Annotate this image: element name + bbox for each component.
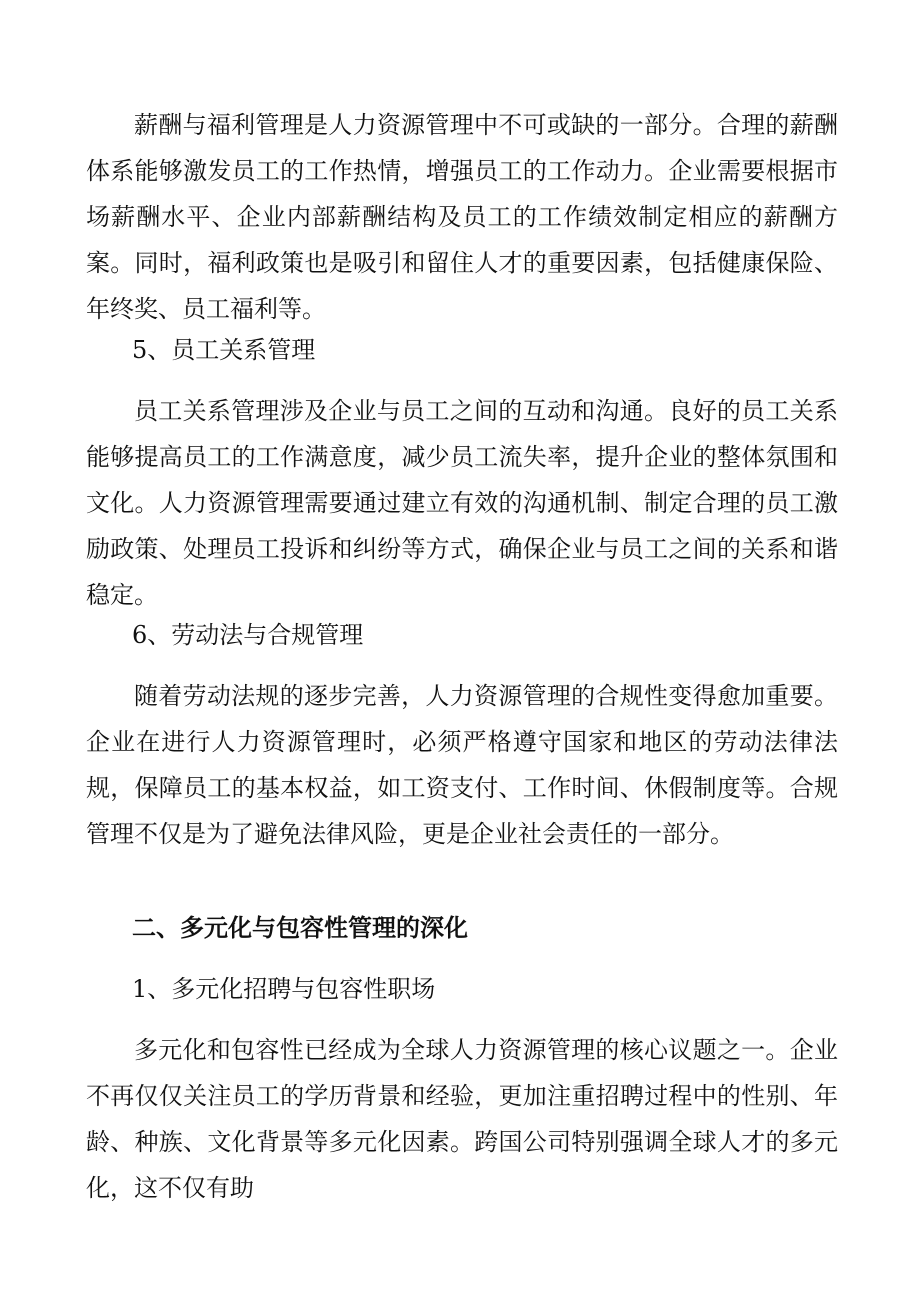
paragraph-employee-relations: 员工关系管理涉及企业与员工之间的互动和沟通。良好的员工关系能够提高员工的工作满意度，减少员工流失率，提升企业的整体氛围和文化。人力资源管理需要通过建立有效的沟通机制、制定合理的员工激励政策、处理员工投诉和纠纷等方式，确保企业与员工之间的关系和谐稳定。 (86, 397, 838, 609)
section-title-diversity: 二、多元化与包容性管理的深化 (132, 913, 468, 942)
heading-labor-law: 6、劳动法与合规管理 (132, 621, 364, 649)
paragraph-diversity: 多元化和包容性已经成为全球人力资源管理的核心议题之一。企业不再仅仅关注员工的学历背景和经验，更加注重招聘过程中的性别、年龄、种族、文化背景等多元化因素。跨国公司特别强调全球人才的多元化，这不仅有助 (86, 1036, 838, 1202)
heading-diversity-recruiting: 1、多元化招聘与包容性职场 (132, 975, 436, 1003)
paragraph-salary-benefits: 薪酬与福利管理是人力资源管理中不可或缺的一部分。合理的薪酬体系能够激发员工的工作热情，增强员工的工作动力。企业需要根据市场薪酬水平、企业内部薪酬结构及员工的工作绩效制定相应的薪酬方案。同时，福利政策也是吸引和留住人才的重要因素，包括健康保险、年终奖、员工福利等。 (86, 111, 838, 323)
heading-employee-relations: 5、员工关系管理 (132, 336, 316, 364)
paragraph-labor-law: 随着劳动法规的逐步完善，人力资源管理的合规性变得愈加重要。企业在进行人力资源管理时，必须严格遵守国家和地区的劳动法律法规，保障员工的基本权益，如工资支付、工作时间、休假制度等。合规管理不仅是为了避免法律风险，更是企业社会责任的一部分。 (86, 682, 838, 848)
